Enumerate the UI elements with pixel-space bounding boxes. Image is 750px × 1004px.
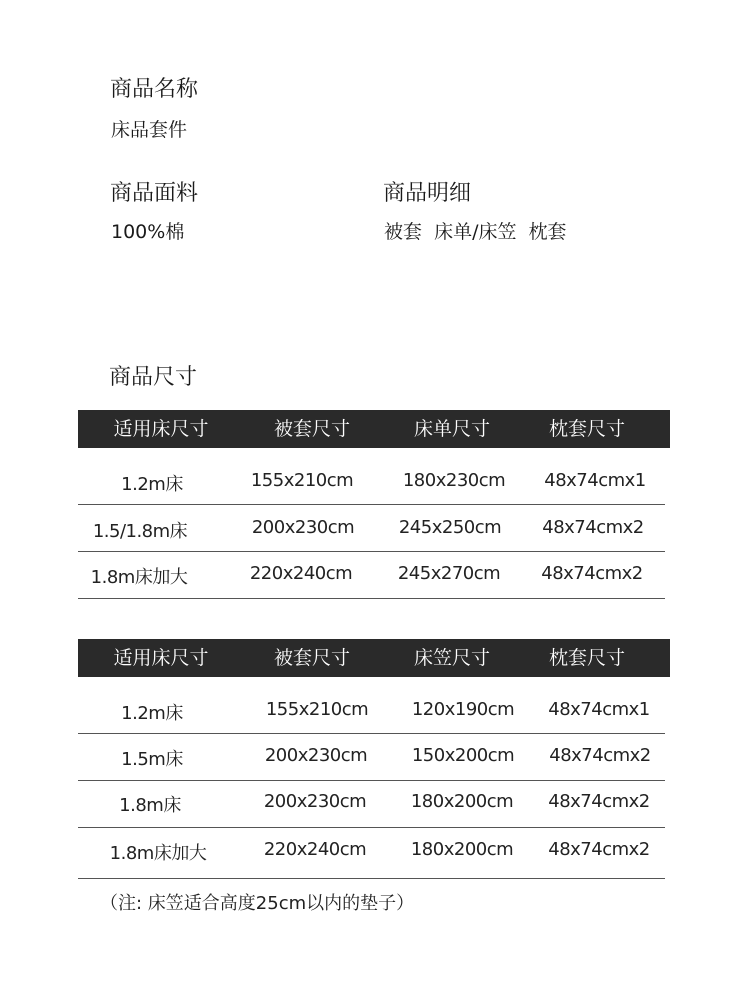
product-name-label: 商品名称 [110,77,199,102]
table1-header-pillow: 枕套尺寸 [548,418,626,440]
cell-bed-size: 1.5m床 [121,749,183,770]
divider [78,551,665,552]
cell-sheet-size: 180x230cm [402,470,506,491]
cell-bed-size: 1.2m床 [121,474,183,495]
cell-duvet-size: 220x240cm [249,563,353,584]
cell-pillow-size: 48x74cmx2 [542,517,644,538]
divider [78,878,665,879]
cell-sheet-size: 245x270cm [397,563,501,584]
table1-header-bed: 适用床尺寸 [113,418,209,440]
cell-duvet-size: 200x230cm [264,745,368,766]
cell-bed-size: 1.8m床加大 [109,843,207,864]
divider [78,733,665,734]
cell-bed-size: 1.8m床 [119,795,181,816]
material-label: 商品面料 [110,181,199,206]
cell-pillow-size: 48x74cmx2 [541,563,643,584]
table2-header [78,639,670,677]
cell-fitted-sheet-size: 180x200cm [410,839,514,860]
divider [78,598,665,599]
cell-pillow-size: 48x74cmx1 [548,699,650,720]
divider [78,780,665,781]
detail-label: 商品明细 [383,181,472,206]
footnote: （注: 床笠适合高度25cm以内的垫子） [100,893,415,914]
table2-header-pillow: 枕套尺寸 [548,647,626,669]
cell-duvet-size: 200x230cm [263,791,367,812]
cell-pillow-size: 48x74cmx2 [549,745,651,766]
cell-fitted-sheet-size: 120x190cm [411,699,515,720]
table1-header [78,410,670,448]
cell-pillow-size: 48x74cmx2 [548,791,650,812]
cell-fitted-sheet-size: 150x200cm [411,745,515,766]
cell-duvet-size: 155x210cm [250,470,354,491]
cell-bed-size: 1.8m床加大 [90,567,188,588]
table2-header-fitted-sheet: 床笠尺寸 [413,647,491,669]
cell-sheet-size: 245x250cm [398,517,502,538]
table1-header-sheet: 床单尺寸 [413,418,491,440]
product-name-value: 床品套件 [111,119,188,141]
cell-duvet-size: 220x240cm [263,839,367,860]
divider [78,827,665,828]
cell-pillow-size: 48x74cmx2 [548,839,650,860]
size-section-title: 商品尺寸 [109,365,198,390]
cell-fitted-sheet-size: 180x200cm [410,791,514,812]
cell-duvet-size: 155x210cm [265,699,369,720]
table1-header-duvet: 被套尺寸 [273,418,351,440]
material-value: 100%棉 [111,221,185,243]
table2-header-duvet: 被套尺寸 [273,647,351,669]
cell-pillow-size: 48x74cmx1 [544,470,646,491]
detail-value: 被套 床单/床笠 枕套 [384,221,567,243]
divider [78,504,665,505]
cell-duvet-size: 200x230cm [251,517,355,538]
cell-bed-size: 1.2m床 [121,703,183,724]
cell-bed-size: 1.5/1.8m床 [92,521,188,542]
table2-header-bed: 适用床尺寸 [113,647,209,669]
